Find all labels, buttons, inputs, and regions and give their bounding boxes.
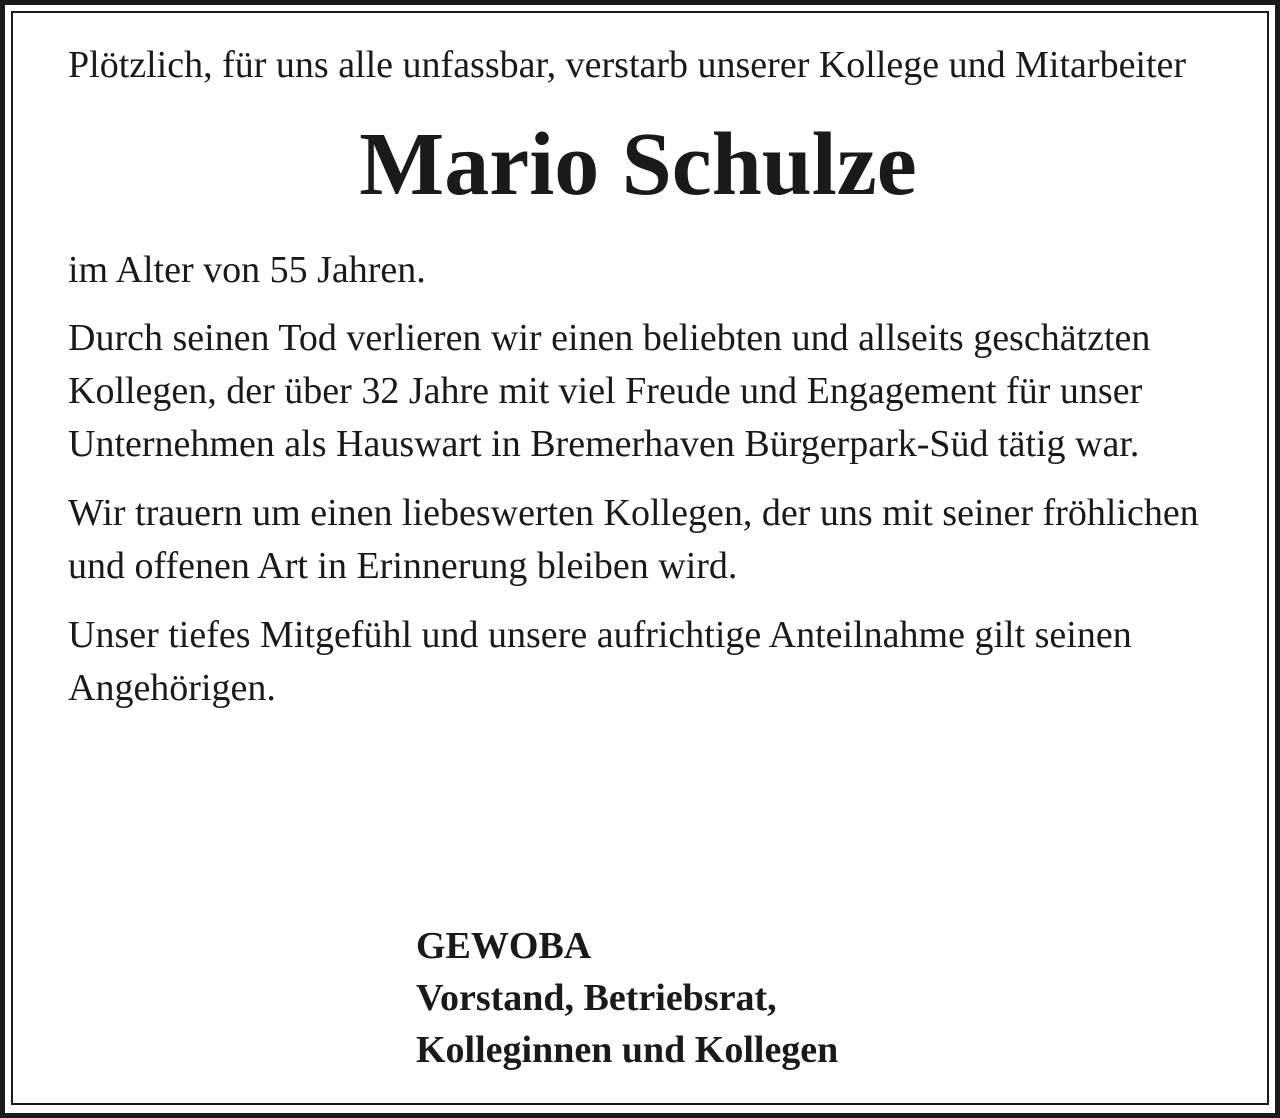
- paragraph-condolence: Unser tiefes Mitgefühl und unsere aufrichtige Anteilnahme gilt seinen Angehörigen.: [68, 614, 1132, 709]
- signature-organization: GEWOBA: [416, 925, 592, 967]
- paragraph-tribute: Durch seinen Tod verlieren wir einen beliebten und allseits geschätzten Kollegen, der über 32 Jahre mit viel Freude und Engagement für unser Unternehmen als Hauswart in Bremerhaven Bürgerpark-Süd tätig war.: [68, 317, 1151, 465]
- signature-line-2: Vorstand, Betriebsrat,: [416, 977, 777, 1019]
- deceased-name: Mario Schulze: [359, 115, 917, 214]
- age-line: im Alter von 55 Jahren.: [68, 249, 426, 291]
- paragraph-mourning: Wir trauern um einen liebeswerten Kollegen, der uns mit seiner fröhlichen und offenen Art in Erinnerung bleiben wird.: [68, 492, 1199, 587]
- notice-body: [68, 40, 1208, 731]
- signature-block: [416, 920, 838, 1076]
- intro-text: Plötzlich, für uns alle unfassbar, verstarb unserer Kollege und Mitarbeiter: [68, 44, 1187, 86]
- signature-line-3: Kolleginnen und Kollegen: [416, 1029, 839, 1071]
